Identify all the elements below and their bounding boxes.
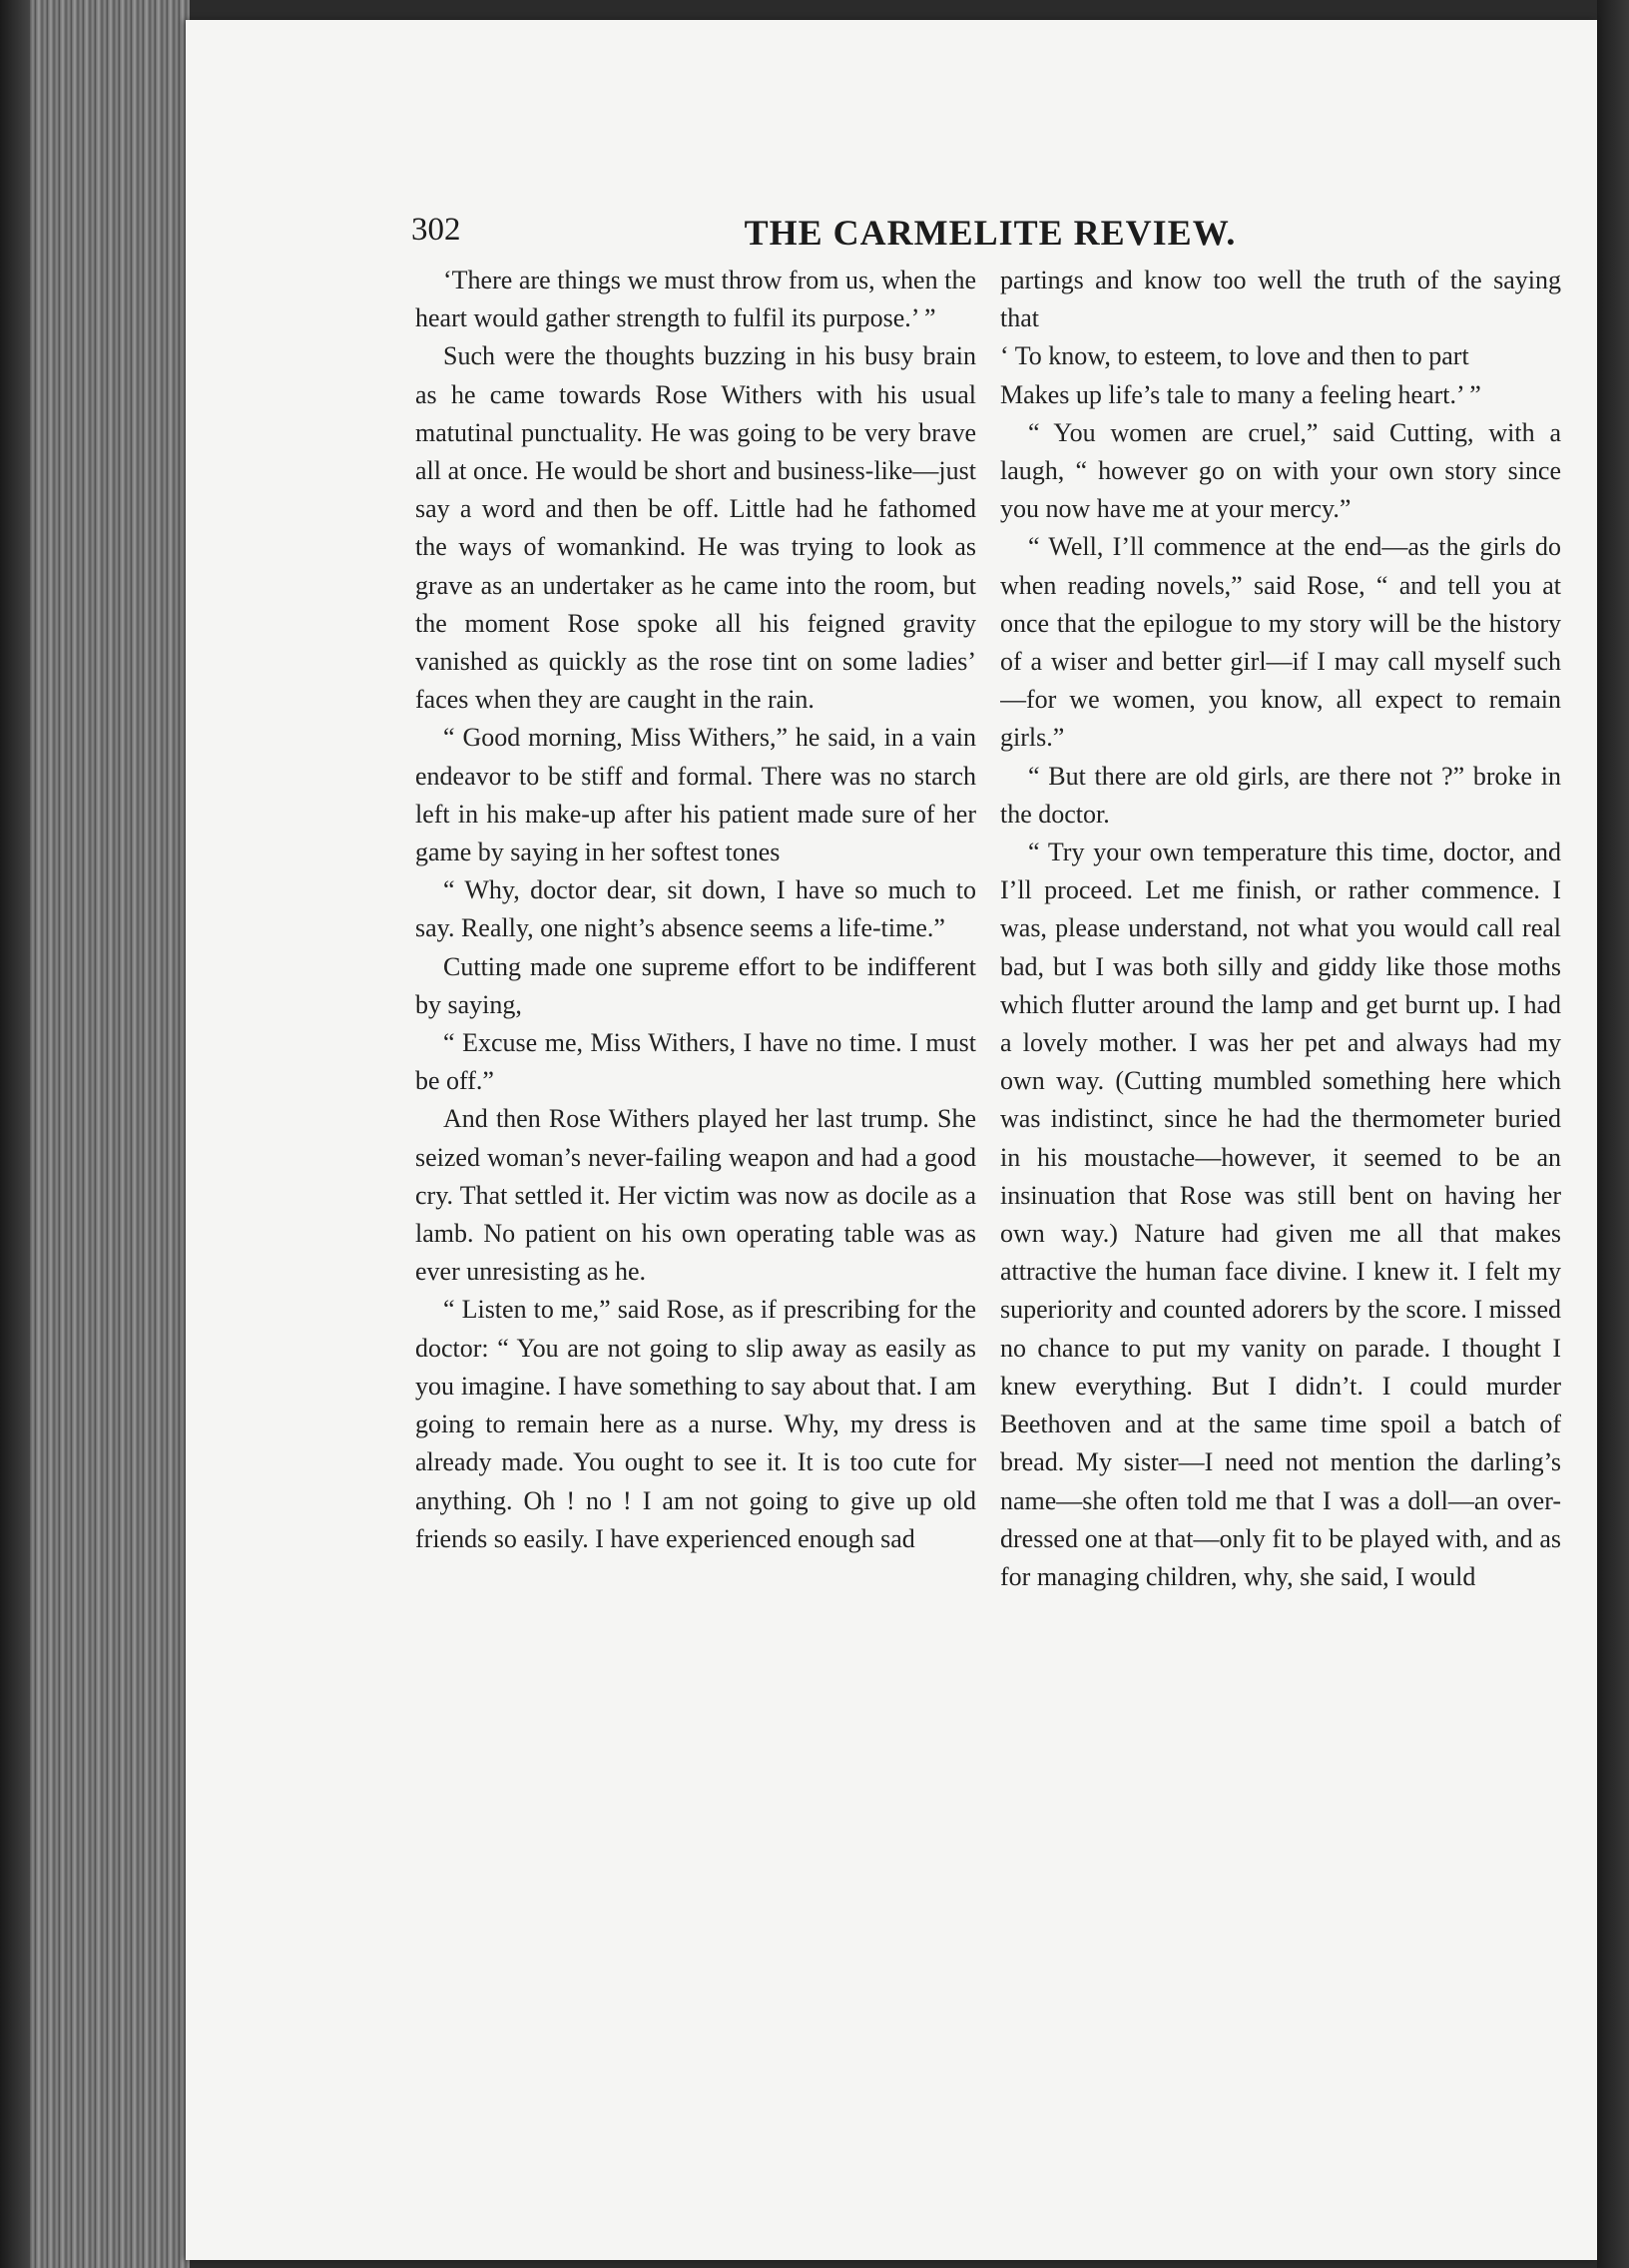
book-right-edge [1597,0,1629,2268]
paragraph: “ You women are cruel,” said Cutting, with a laugh, “ however go on with your own story since you now have me at your mercy.” [1000,417,1561,524]
left-column [415,262,976,2038]
running-title: THE CARMELITE REVIEW. [744,213,1237,253]
paragraph: ‘ To know, to esteem, to love and then to part [1000,341,1469,371]
page-number: 302 [411,212,461,248]
paragraph: “ Why, doctor dear, sit down, I have so much to say. Really, one night’s absence seems a life-time.” [415,875,976,943]
paragraph: “ But there are old girls, are there not ?” broke in the doctor. [1000,761,1561,829]
paragraph: “ Try your own temperature this time, doctor, and I’ll proceed. Let me finish, or rather commence. I was, please understand, not what you would call real bad, but I was both silly and giddy like those moths which flutter around the lamp and get burnt up. I had a lovely mother. I was her pet and always had my own way. (Cutting mumbled something here which was indistinct, since he had the thermometer buried in his moustache—however, it seemed to be an insinuation that Rose was still bent on having her own way.) Nature had given me all that makes attractive the human face divine. I knew it. I felt my superiority and counted adorers by the score. I missed no chance to put my vanity on parade. I thought I knew everything. But I didn’t. I could murder Beethoven and at the same time spoil a batch of bread. My sister—I need not mention the darling’s name—she often told me that I was a doll—an over-dressed one at that—only fit to be played with, and as for managing children, why, she said, I would [1000,838,1561,1591]
page-header [411,212,1569,262]
paragraph: “ Good morning, Miss Withers,” he said, in a vain endeavor to be stiff and formal. There was no starch left in his make-up after his patient made sure of her game by saying in her softest tones [415,723,976,867]
paragraph: partings and know too well the truth of the saying that [1000,266,1561,333]
paragraph: Makes up life’s tale to many a feeling heart.’ ” [1000,379,1481,409]
paragraph: ‘There are things we must throw from us, when the heart would gather strength to fulfil its purpose.’ ” [415,266,976,333]
paragraph: Cutting made one supreme effort to be indifferent by saying, [415,951,976,1019]
paragraph: Such were the thoughts buzzing in his busy brain as he came towards Rose Withers with his usual matutinal punctuality. He was going to be very brave all at once. He would be short and business-like—just say a word and then be off. Little had he fathomed the ways of womankind. He was trying to look as grave as an undertaker as he came into the room, but the moment Rose spoke all his feigned gravity vanished as quickly as the rose tint on some ladies’ faces when they are caught in the rain. [415,341,976,715]
paragraph: “ Excuse me, Miss Withers, I have no time. I must be off.” [415,1028,976,1096]
paragraph: “ Well, I’ll commence at the end—as the girls do when reading novels,” said Rose, “ and tell you at once that the epilogue to my story will be the history of a wiser and better girl—if I may call myself such—for we women, you know, all expect to remain girls.” [1000,532,1561,753]
book-binding-shadow [0,0,30,2268]
paragraph: And then Rose Withers played her last trump. She seized woman’s never-failing weapon and had a good cry. That settled it. Her victim was now as docile as a lamb. No patient on his own operating table was as ever unresisting as he. [415,1104,976,1287]
paragraph: “ Listen to me,” said Rose, as if prescribing for the doctor: “ You are not going to slip away as easily as you imagine. I have something to say about that. I am going to remain here as a nurse. Why, my dress is already made. You ought to see it. It is too cute for anything. Oh ! no ! I am not going to give up old friends so easily. I have experienced enough sad [415,1295,976,1553]
right-column [1000,262,1561,2038]
